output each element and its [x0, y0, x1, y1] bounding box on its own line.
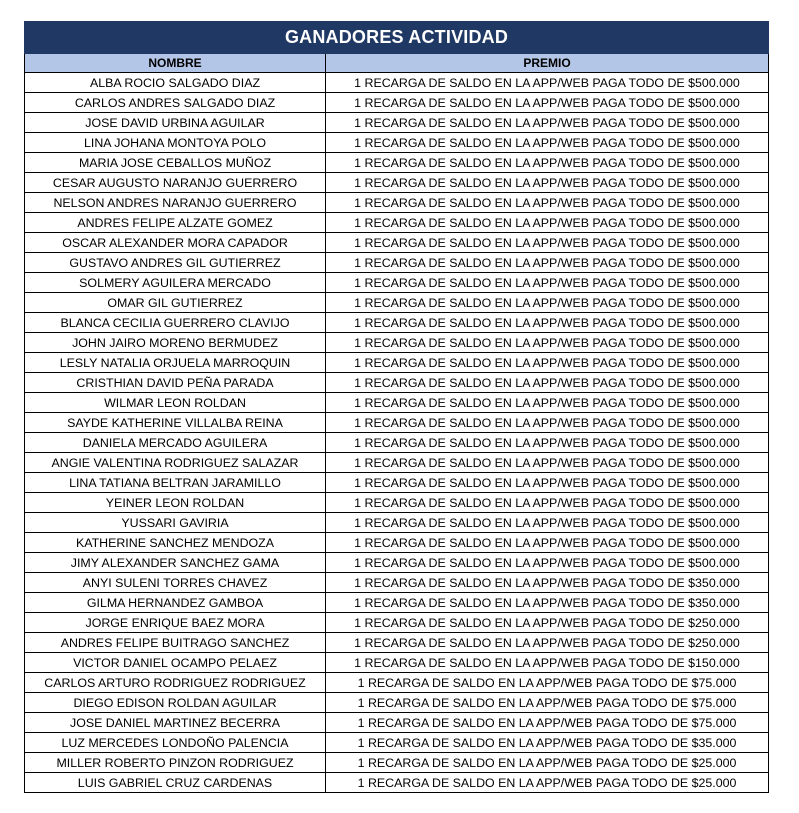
winners-sheet: [24, 21, 768, 793]
winner-name-cell: JOSE DANIEL MARTINEZ BECERRA: [25, 713, 326, 733]
winner-name-cell: ANGIE VALENTINA RODRIGUEZ SALAZAR: [25, 453, 326, 473]
winner-name-cell: MARIA JOSE CEBALLOS MUÑOZ: [25, 153, 326, 173]
prize-cell: 1 RECARGA DE SALDO EN LA APP/WEB PAGA TODO DE $25.000: [326, 753, 769, 773]
prize-cell: 1 RECARGA DE SALDO EN LA APP/WEB PAGA TODO DE $35.000: [326, 733, 769, 753]
table-row: [25, 653, 769, 673]
winner-name-cell: CARLOS ANDRES SALGADO DIAZ: [25, 93, 326, 113]
table-row: [25, 533, 769, 553]
table-row: [25, 713, 769, 733]
table-row: [25, 633, 769, 653]
winner-name-cell: CESAR AUGUSTO NARANJO GUERRERO: [25, 173, 326, 193]
prize-cell: 1 RECARGA DE SALDO EN LA APP/WEB PAGA TODO DE $500.000: [326, 93, 769, 113]
table-row: [25, 253, 769, 273]
prize-cell: 1 RECARGA DE SALDO EN LA APP/WEB PAGA TODO DE $500.000: [326, 113, 769, 133]
prize-cell: 1 RECARGA DE SALDO EN LA APP/WEB PAGA TODO DE $500.000: [326, 173, 769, 193]
winner-name-cell: VICTOR DANIEL OCAMPO PELAEZ: [25, 653, 326, 673]
table-row: [25, 453, 769, 473]
winner-name-cell: OSCAR ALEXANDER MORA CAPADOR: [25, 233, 326, 253]
winner-name-cell: ANYI SULENI TORRES CHAVEZ: [25, 573, 326, 593]
table-row: [25, 273, 769, 293]
prize-cell: 1 RECARGA DE SALDO EN LA APP/WEB PAGA TODO DE $500.000: [326, 393, 769, 413]
table-row: [25, 513, 769, 533]
winner-name-cell: JOSE DAVID URBINA AGUILAR: [25, 113, 326, 133]
prize-cell: 1 RECARGA DE SALDO EN LA APP/WEB PAGA TODO DE $350.000: [326, 593, 769, 613]
prize-cell: 1 RECARGA DE SALDO EN LA APP/WEB PAGA TODO DE $500.000: [326, 133, 769, 153]
winner-name-cell: NELSON ANDRES NARANJO GUERRERO: [25, 193, 326, 213]
winner-name-cell: GILMA HERNANDEZ GAMBOA: [25, 593, 326, 613]
table-row: [25, 773, 769, 793]
title-row: [25, 22, 769, 54]
table-row: [25, 73, 769, 93]
table-body: [25, 73, 769, 793]
prize-cell: 1 RECARGA DE SALDO EN LA APP/WEB PAGA TODO DE $350.000: [326, 573, 769, 593]
prize-cell: 1 RECARGA DE SALDO EN LA APP/WEB PAGA TODO DE $500.000: [326, 313, 769, 333]
table-row: [25, 193, 769, 213]
table-row: [25, 313, 769, 333]
table-row: [25, 153, 769, 173]
prize-cell: 1 RECARGA DE SALDO EN LA APP/WEB PAGA TODO DE $500.000: [326, 453, 769, 473]
table-row: [25, 733, 769, 753]
table-row: [25, 673, 769, 693]
prize-cell: 1 RECARGA DE SALDO EN LA APP/WEB PAGA TODO DE $75.000: [326, 713, 769, 733]
header-row: [25, 54, 769, 73]
column-header-name: NOMBRE: [25, 54, 326, 73]
winner-name-cell: LUIS GABRIEL CRUZ CARDENAS: [25, 773, 326, 793]
winner-name-cell: ALBA ROCIO SALGADO DIAZ: [25, 73, 326, 93]
prize-cell: 1 RECARGA DE SALDO EN LA APP/WEB PAGA TODO DE $500.000: [326, 533, 769, 553]
table-row: [25, 133, 769, 153]
winner-name-cell: BLANCA CECILIA GUERRERO CLAVIJO: [25, 313, 326, 333]
table-row: [25, 173, 769, 193]
prize-cell: 1 RECARGA DE SALDO EN LA APP/WEB PAGA TODO DE $500.000: [326, 153, 769, 173]
table-row: [25, 333, 769, 353]
prize-cell: 1 RECARGA DE SALDO EN LA APP/WEB PAGA TODO DE $500.000: [326, 253, 769, 273]
winner-name-cell: GUSTAVO ANDRES GIL GUTIERREZ: [25, 253, 326, 273]
table-row: [25, 613, 769, 633]
winner-name-cell: SOLMERY AGUILERA MERCADO: [25, 273, 326, 293]
prize-cell: 1 RECARGA DE SALDO EN LA APP/WEB PAGA TODO DE $500.000: [326, 493, 769, 513]
table-title: GANADORES ACTIVIDAD: [25, 22, 769, 54]
prize-cell: 1 RECARGA DE SALDO EN LA APP/WEB PAGA TODO DE $500.000: [326, 273, 769, 293]
table-row: [25, 753, 769, 773]
prize-cell: 1 RECARGA DE SALDO EN LA APP/WEB PAGA TODO DE $500.000: [326, 413, 769, 433]
prize-cell: 1 RECARGA DE SALDO EN LA APP/WEB PAGA TODO DE $25.000: [326, 773, 769, 793]
prize-cell: 1 RECARGA DE SALDO EN LA APP/WEB PAGA TODO DE $500.000: [326, 73, 769, 93]
table-row: [25, 113, 769, 133]
winner-name-cell: LUZ MERCEDES LONDOÑO PALENCIA: [25, 733, 326, 753]
table-row: [25, 393, 769, 413]
table-row: [25, 473, 769, 493]
table-row: [25, 293, 769, 313]
table-row: [25, 493, 769, 513]
winner-name-cell: LINA TATIANA BELTRAN JARAMILLO: [25, 473, 326, 493]
winner-name-cell: JIMY ALEXANDER SANCHEZ GAMA: [25, 553, 326, 573]
prize-cell: 1 RECARGA DE SALDO EN LA APP/WEB PAGA TODO DE $75.000: [326, 693, 769, 713]
table-row: [25, 693, 769, 713]
winner-name-cell: JOHN JAIRO MORENO BERMUDEZ: [25, 333, 326, 353]
winner-name-cell: CARLOS ARTURO RODRIGUEZ RODRIGUEZ: [25, 673, 326, 693]
winner-name-cell: DIEGO EDISON ROLDAN AGUILAR: [25, 693, 326, 713]
winner-name-cell: KATHERINE SANCHEZ MENDOZA: [25, 533, 326, 553]
winner-name-cell: WILMAR LEON ROLDAN: [25, 393, 326, 413]
table-row: [25, 573, 769, 593]
prize-cell: 1 RECARGA DE SALDO EN LA APP/WEB PAGA TODO DE $500.000: [326, 433, 769, 453]
prize-cell: 1 RECARGA DE SALDO EN LA APP/WEB PAGA TODO DE $500.000: [326, 293, 769, 313]
table-row: [25, 373, 769, 393]
winner-name-cell: LINA JOHANA MONTOYA POLO: [25, 133, 326, 153]
table-row: [25, 413, 769, 433]
prize-cell: 1 RECARGA DE SALDO EN LA APP/WEB PAGA TODO DE $500.000: [326, 213, 769, 233]
prize-cell: 1 RECARGA DE SALDO EN LA APP/WEB PAGA TODO DE $500.000: [326, 553, 769, 573]
table-row: [25, 233, 769, 253]
winner-name-cell: DANIELA MERCADO AGUILERA: [25, 433, 326, 453]
table-row: [25, 213, 769, 233]
winner-name-cell: ANDRES FELIPE BUITRAGO SANCHEZ: [25, 633, 326, 653]
column-header-prize: PREMIO: [326, 54, 769, 73]
prize-cell: 1 RECARGA DE SALDO EN LA APP/WEB PAGA TODO DE $250.000: [326, 633, 769, 653]
table-row: [25, 433, 769, 453]
prize-cell: 1 RECARGA DE SALDO EN LA APP/WEB PAGA TODO DE $500.000: [326, 193, 769, 213]
prize-cell: 1 RECARGA DE SALDO EN LA APP/WEB PAGA TODO DE $150.000: [326, 653, 769, 673]
table-row: [25, 553, 769, 573]
winner-name-cell: JORGE ENRIQUE BAEZ MORA: [25, 613, 326, 633]
prize-cell: 1 RECARGA DE SALDO EN LA APP/WEB PAGA TODO DE $75.000: [326, 673, 769, 693]
prize-cell: 1 RECARGA DE SALDO EN LA APP/WEB PAGA TODO DE $500.000: [326, 353, 769, 373]
winner-name-cell: YEINER LEON ROLDAN: [25, 493, 326, 513]
prize-cell: 1 RECARGA DE SALDO EN LA APP/WEB PAGA TODO DE $500.000: [326, 333, 769, 353]
prize-cell: 1 RECARGA DE SALDO EN LA APP/WEB PAGA TODO DE $250.000: [326, 613, 769, 633]
table-row: [25, 593, 769, 613]
table-row: [25, 93, 769, 113]
prize-cell: 1 RECARGA DE SALDO EN LA APP/WEB PAGA TODO DE $500.000: [326, 473, 769, 493]
winner-name-cell: SAYDE KATHERINE VILLALBA REINA: [25, 413, 326, 433]
winner-name-cell: ANDRES FELIPE ALZATE GOMEZ: [25, 213, 326, 233]
prize-cell: 1 RECARGA DE SALDO EN LA APP/WEB PAGA TODO DE $500.000: [326, 233, 769, 253]
winners-table: [24, 21, 769, 793]
winner-name-cell: LESLY NATALIA ORJUELA MARROQUIN: [25, 353, 326, 373]
winner-name-cell: YUSSARI GAVIRIA: [25, 513, 326, 533]
winner-name-cell: CRISTHIAN DAVID PEÑA PARADA: [25, 373, 326, 393]
winner-name-cell: MILLER ROBERTO PINZON RODRIGUEZ: [25, 753, 326, 773]
prize-cell: 1 RECARGA DE SALDO EN LA APP/WEB PAGA TODO DE $500.000: [326, 513, 769, 533]
prize-cell: 1 RECARGA DE SALDO EN LA APP/WEB PAGA TODO DE $500.000: [326, 373, 769, 393]
winner-name-cell: OMAR GIL GUTIERREZ: [25, 293, 326, 313]
table-row: [25, 353, 769, 373]
